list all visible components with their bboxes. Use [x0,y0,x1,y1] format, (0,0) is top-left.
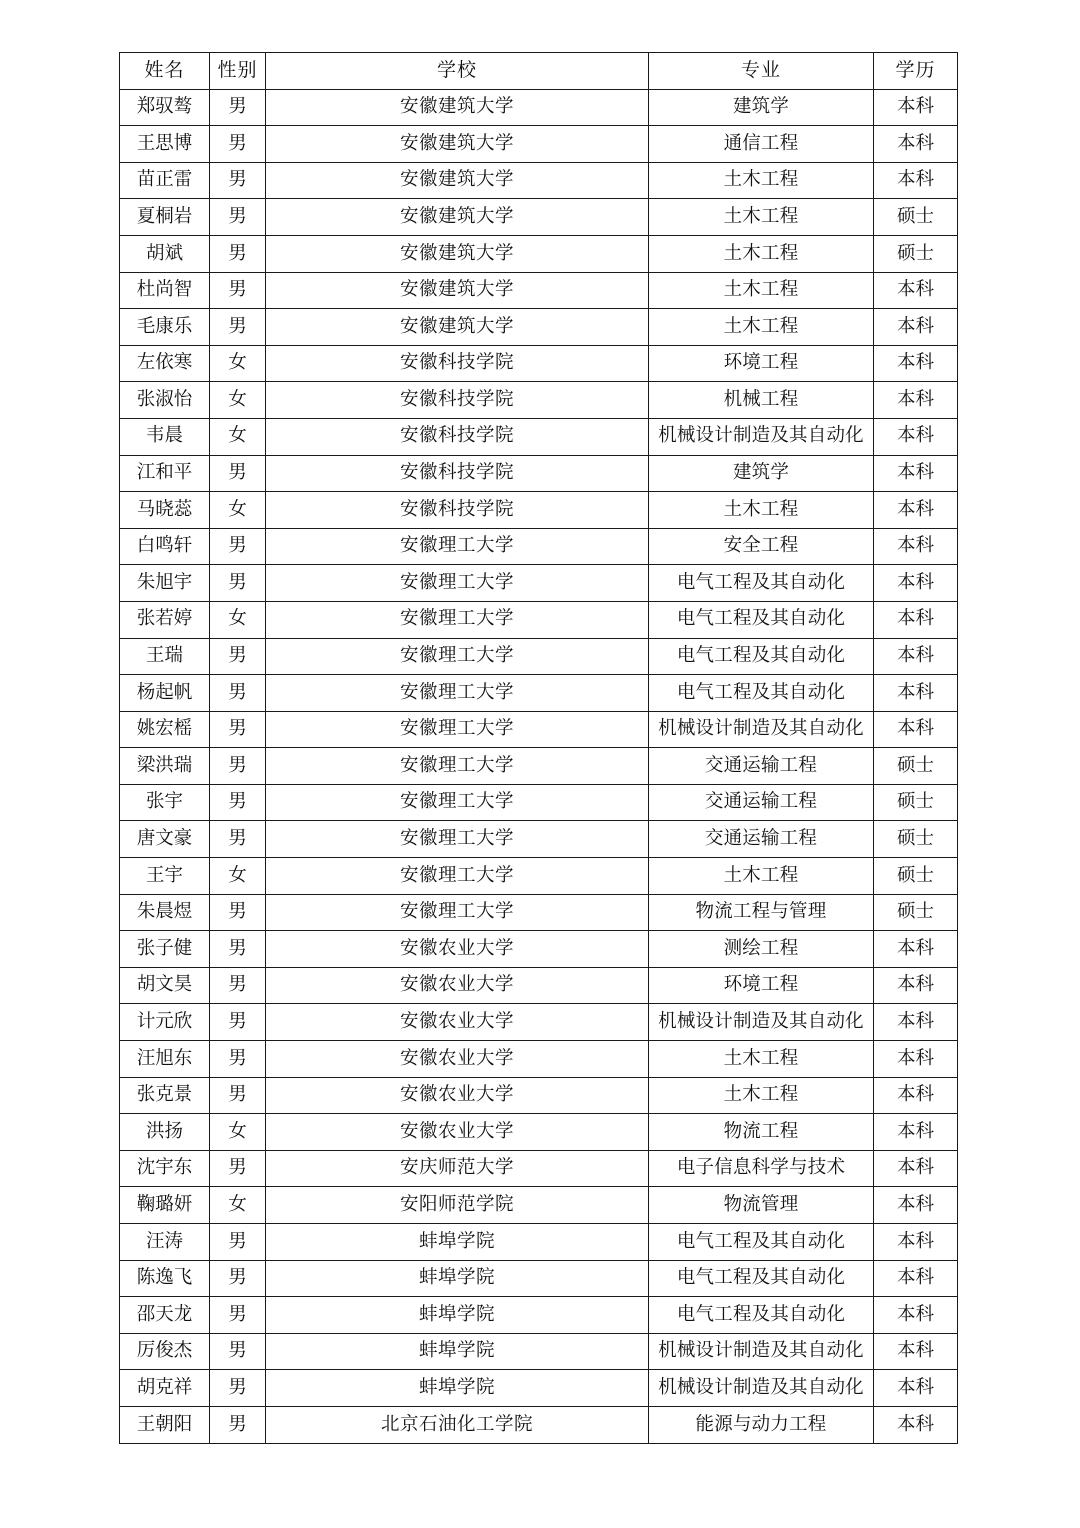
school-cell: 安徽理工大学 [266,528,649,565]
table-row [120,748,958,785]
school-cell: 安徽理工大学 [266,675,649,712]
name-cell: 唐文豪 [120,821,210,858]
degree-cell: 硕士 [874,821,958,858]
degree-cell: 本科 [874,1224,958,1261]
table-row [120,967,958,1004]
name-cell: 王宇 [120,858,210,895]
school-cell: 蚌埠学院 [266,1260,649,1297]
degree-cell: 本科 [874,931,958,968]
gender-cell: 男 [210,1041,266,1078]
major-cell: 通信工程 [649,126,874,163]
table-row [120,1077,958,1114]
degree-cell: 本科 [874,309,958,346]
degree-cell: 本科 [874,492,958,529]
gender-cell: 女 [210,1187,266,1224]
school-cell: 安徽理工大学 [266,858,649,895]
school-cell: 安徽科技学院 [266,345,649,382]
major-cell: 机械工程 [649,382,874,419]
name-cell: 汪涛 [120,1224,210,1261]
gender-cell: 男 [210,235,266,272]
name-cell: 厉俊杰 [120,1333,210,1370]
degree-cell: 本科 [874,1187,958,1224]
name-cell: 左依寒 [120,345,210,382]
name-cell: 胡克祥 [120,1370,210,1407]
major-cell: 交通运输工程 [649,784,874,821]
gender-cell: 男 [210,1370,266,1407]
table-row [120,675,958,712]
table-row [120,1370,958,1407]
table-row [120,199,958,236]
major-cell: 环境工程 [649,967,874,1004]
name-cell: 马晓蕊 [120,492,210,529]
table-body [120,89,958,1443]
school-cell: 蚌埠学院 [266,1370,649,1407]
gender-cell: 男 [210,162,266,199]
gender-cell: 女 [210,492,266,529]
name-cell: 郑驭骜 [120,89,210,126]
major-cell: 电气工程及其自动化 [649,675,874,712]
major-cell: 土木工程 [649,858,874,895]
degree-cell: 本科 [874,345,958,382]
table-row [120,455,958,492]
name-cell: 苗正雷 [120,162,210,199]
school-cell: 安徽建筑大学 [266,162,649,199]
school-cell: 安徽科技学院 [266,418,649,455]
table-row [120,1114,958,1151]
gender-cell: 男 [210,638,266,675]
gender-cell: 男 [210,565,266,602]
school-cell: 安徽理工大学 [266,711,649,748]
major-cell: 物流工程与管理 [649,894,874,931]
school-cell: 安徽建筑大学 [266,272,649,309]
table-row [120,784,958,821]
name-cell: 杜尚智 [120,272,210,309]
school-cell: 安徽理工大学 [266,565,649,602]
table-row [120,1041,958,1078]
degree-cell: 本科 [874,1260,958,1297]
major-cell: 建筑学 [649,455,874,492]
school-cell: 安徽建筑大学 [266,309,649,346]
table-row [120,418,958,455]
table-row [120,1224,958,1261]
name-cell: 张克景 [120,1077,210,1114]
major-cell: 安全工程 [649,528,874,565]
school-cell: 安徽农业大学 [266,931,649,968]
table-row [120,89,958,126]
school-cell: 安徽农业大学 [266,967,649,1004]
school-cell: 安徽理工大学 [266,748,649,785]
gender-cell: 男 [210,1150,266,1187]
header-row [120,53,958,90]
major-cell: 电气工程及其自动化 [649,1297,874,1334]
major-cell: 测绘工程 [649,931,874,968]
name-cell: 夏桐岩 [120,199,210,236]
name-cell: 王瑞 [120,638,210,675]
degree-cell: 硕士 [874,235,958,272]
name-cell: 邵天龙 [120,1297,210,1334]
degree-cell: 本科 [874,1041,958,1078]
gender-cell: 男 [210,1406,266,1443]
degree-cell: 本科 [874,455,958,492]
gender-cell: 男 [210,1004,266,1041]
name-cell: 洪扬 [120,1114,210,1151]
name-cell: 江和平 [120,455,210,492]
table-row [120,1406,958,1443]
major-cell: 交通运输工程 [649,748,874,785]
name-cell: 张淑怡 [120,382,210,419]
school-cell: 安徽科技学院 [266,492,649,529]
school-cell: 安徽建筑大学 [266,199,649,236]
school-cell: 安徽农业大学 [266,1004,649,1041]
table-row [120,382,958,419]
name-cell: 朱旭宇 [120,565,210,602]
gender-cell: 女 [210,382,266,419]
degree-cell: 本科 [874,528,958,565]
table-row [120,1297,958,1334]
table-row [120,528,958,565]
major-cell: 机械设计制造及其自动化 [649,1370,874,1407]
table-row [120,126,958,163]
school-cell: 安徽理工大学 [266,601,649,638]
gender-cell: 女 [210,418,266,455]
table-row [120,235,958,272]
name-cell: 韦晨 [120,418,210,455]
gender-cell: 男 [210,967,266,1004]
school-cell: 安徽理工大学 [266,821,649,858]
table-row [120,1150,958,1187]
school-cell: 安徽建筑大学 [266,126,649,163]
school-cell: 安徽建筑大学 [266,235,649,272]
school-cell: 蚌埠学院 [266,1297,649,1334]
degree-cell: 硕士 [874,784,958,821]
table-row [120,492,958,529]
gender-cell: 男 [210,675,266,712]
name-cell: 张子健 [120,931,210,968]
major-cell: 土木工程 [649,309,874,346]
major-cell: 土木工程 [649,1077,874,1114]
name-cell: 王思博 [120,126,210,163]
gender-cell: 男 [210,1077,266,1114]
school-cell: 安庆师范大学 [266,1150,649,1187]
major-cell: 土木工程 [649,162,874,199]
school-cell: 安徽农业大学 [266,1041,649,1078]
gender-cell: 男 [210,748,266,785]
table-row [120,931,958,968]
school-cell: 安阳师范学院 [266,1187,649,1224]
major-cell: 物流工程 [649,1114,874,1151]
degree-cell: 本科 [874,162,958,199]
degree-cell: 本科 [874,1406,958,1443]
header-name: 姓名 [120,53,210,90]
table-row [120,711,958,748]
degree-cell: 本科 [874,126,958,163]
degree-cell: 本科 [874,382,958,419]
name-cell: 张若婷 [120,601,210,638]
name-cell: 鞠璐妍 [120,1187,210,1224]
degree-cell: 硕士 [874,199,958,236]
degree-cell: 本科 [874,1077,958,1114]
name-cell: 白鸣轩 [120,528,210,565]
table-row [120,1004,958,1041]
name-cell: 胡斌 [120,235,210,272]
gender-cell: 男 [210,199,266,236]
school-cell: 北京石油化工学院 [266,1406,649,1443]
name-cell: 张宇 [120,784,210,821]
degree-cell: 本科 [874,1114,958,1151]
name-cell: 姚宏榣 [120,711,210,748]
degree-cell: 硕士 [874,858,958,895]
degree-cell: 本科 [874,418,958,455]
major-cell: 土木工程 [649,199,874,236]
table-row [120,894,958,931]
degree-cell: 本科 [874,89,958,126]
gender-cell: 男 [210,894,266,931]
roster-table [119,52,958,1444]
degree-cell: 本科 [874,675,958,712]
major-cell: 机械设计制造及其自动化 [649,418,874,455]
major-cell: 电气工程及其自动化 [649,601,874,638]
degree-cell: 本科 [874,272,958,309]
name-cell: 朱晨煜 [120,894,210,931]
table-row [120,638,958,675]
school-cell: 安徽科技学院 [266,382,649,419]
gender-cell: 男 [210,1333,266,1370]
degree-cell: 本科 [874,967,958,1004]
major-cell: 机械设计制造及其自动化 [649,711,874,748]
table-row [120,309,958,346]
gender-cell: 男 [210,455,266,492]
degree-cell: 本科 [874,638,958,675]
table-row [120,1187,958,1224]
school-cell: 安徽科技学院 [266,455,649,492]
degree-cell: 本科 [874,601,958,638]
degree-cell: 硕士 [874,894,958,931]
degree-cell: 本科 [874,1150,958,1187]
table-header [120,53,958,90]
major-cell: 机械设计制造及其自动化 [649,1004,874,1041]
major-cell: 土木工程 [649,492,874,529]
school-cell: 蚌埠学院 [266,1224,649,1261]
name-cell: 陈逸飞 [120,1260,210,1297]
name-cell: 汪旭东 [120,1041,210,1078]
header-degree: 学历 [874,53,958,90]
major-cell: 环境工程 [649,345,874,382]
gender-cell: 男 [210,821,266,858]
table-row [120,162,958,199]
name-cell: 杨起帆 [120,675,210,712]
gender-cell: 男 [210,89,266,126]
table-row [120,272,958,309]
gender-cell: 男 [210,1224,266,1261]
major-cell: 物流管理 [649,1187,874,1224]
degree-cell: 本科 [874,1004,958,1041]
school-cell: 安徽理工大学 [266,784,649,821]
school-cell: 安徽理工大学 [266,894,649,931]
gender-cell: 男 [210,126,266,163]
school-cell: 安徽农业大学 [266,1114,649,1151]
name-cell: 王朝阳 [120,1406,210,1443]
major-cell: 电气工程及其自动化 [649,1224,874,1261]
gender-cell: 男 [210,784,266,821]
major-cell: 土木工程 [649,235,874,272]
major-cell: 土木工程 [649,272,874,309]
table-row [120,1333,958,1370]
gender-cell: 男 [210,1260,266,1297]
header-gender: 性别 [210,53,266,90]
school-cell: 安徽农业大学 [266,1077,649,1114]
gender-cell: 女 [210,601,266,638]
school-cell: 安徽建筑大学 [266,89,649,126]
table-row [120,601,958,638]
degree-cell: 本科 [874,1333,958,1370]
table-row [120,1260,958,1297]
gender-cell: 男 [210,272,266,309]
gender-cell: 女 [210,858,266,895]
table-row [120,858,958,895]
major-cell: 土木工程 [649,1041,874,1078]
degree-cell: 本科 [874,1297,958,1334]
gender-cell: 男 [210,711,266,748]
table-row [120,565,958,602]
degree-cell: 本科 [874,711,958,748]
major-cell: 电子信息科学与技术 [649,1150,874,1187]
name-cell: 毛康乐 [120,309,210,346]
major-cell: 机械设计制造及其自动化 [649,1333,874,1370]
school-cell: 蚌埠学院 [266,1333,649,1370]
major-cell: 交通运输工程 [649,821,874,858]
gender-cell: 男 [210,931,266,968]
table-row [120,821,958,858]
name-cell: 梁洪瑞 [120,748,210,785]
gender-cell: 男 [210,309,266,346]
table-row [120,345,958,382]
gender-cell: 男 [210,1297,266,1334]
major-cell: 电气工程及其自动化 [649,1260,874,1297]
gender-cell: 女 [210,345,266,382]
degree-cell: 本科 [874,565,958,602]
gender-cell: 男 [210,528,266,565]
header-school: 学校 [266,53,649,90]
name-cell: 计元欣 [120,1004,210,1041]
major-cell: 能源与动力工程 [649,1406,874,1443]
school-cell: 安徽理工大学 [266,638,649,675]
major-cell: 电气工程及其自动化 [649,565,874,602]
gender-cell: 女 [210,1114,266,1151]
name-cell: 沈宇东 [120,1150,210,1187]
major-cell: 建筑学 [649,89,874,126]
major-cell: 电气工程及其自动化 [649,638,874,675]
degree-cell: 本科 [874,1370,958,1407]
header-major: 专业 [649,53,874,90]
name-cell: 胡文昊 [120,967,210,1004]
degree-cell: 硕士 [874,748,958,785]
